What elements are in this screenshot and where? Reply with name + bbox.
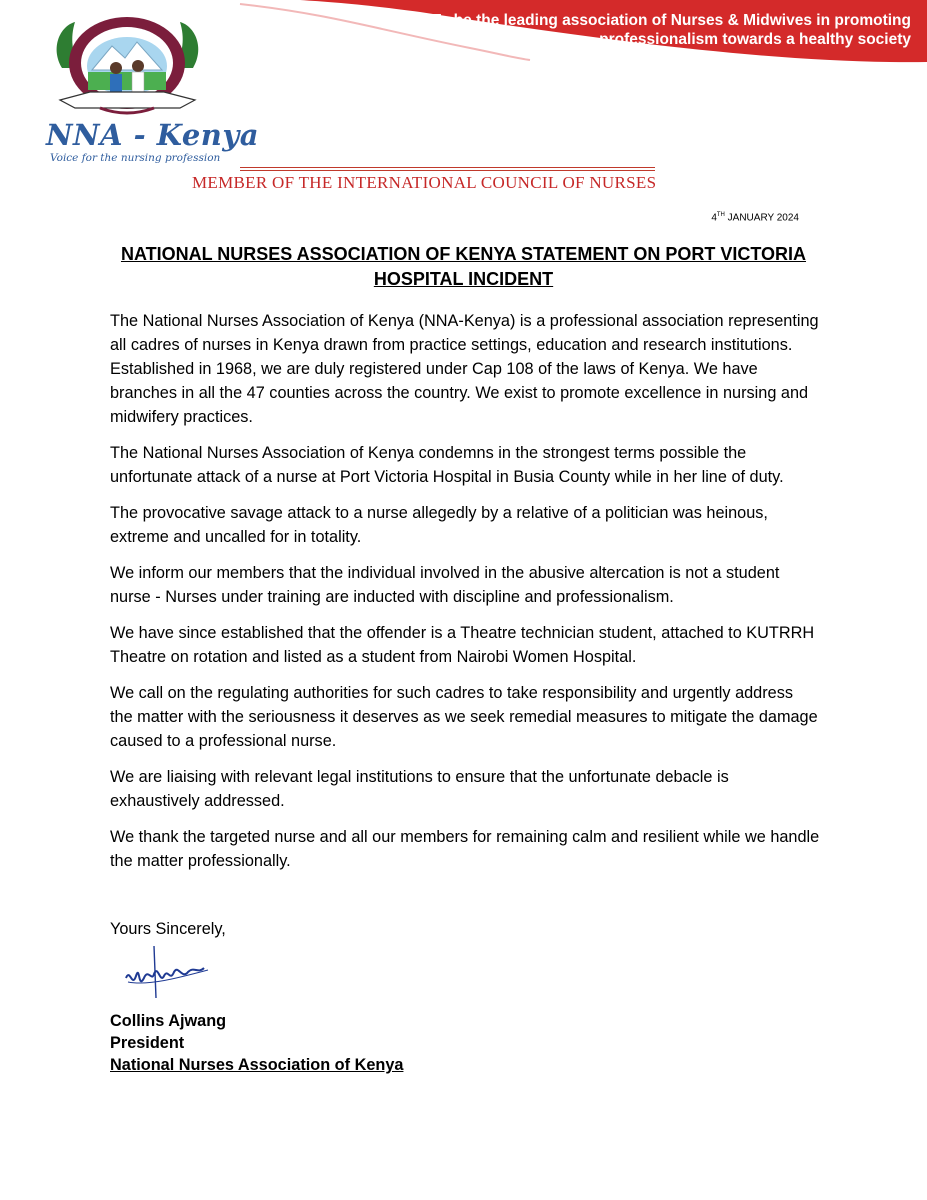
statement-date [711, 212, 799, 223]
mission-line-1: To be the leading association of Nurses & Midwives in promoting [431, 12, 911, 29]
paragraph: We are liaising with relevant legal institutions to ensure that the unfortunate debacle is exhaustively addressed. [110, 768, 729, 810]
signatory-role: President [110, 1034, 185, 1052]
date-suffix: TH [716, 212, 725, 218]
divider-top-2 [240, 170, 655, 171]
paragraph: We thank the targeted nurse and all our members for remaining calm and resilient while we handle the matter professionally. [110, 828, 820, 870]
nna-kenya-logo [40, 8, 215, 133]
signatory-block [110, 1010, 403, 1076]
handwritten-signature [118, 938, 218, 1008]
paragraph: The National Nurses Association of Kenya (NNA-Kenya) is a professional association representing all cadres of nurses in Kenya drawn from practice settings, education and research institutions. Established in 1968, we are duly registered under Cap 108 of the laws of Kenya. We have branches in all the 47 counties across the country. We exist to promote excellence in nursing and midwifery practices. [110, 312, 819, 426]
mission-statement [391, 11, 911, 49]
icn-affiliation: MEMBER OF THE INTERNATIONAL COUNCIL OF NURSES [192, 173, 657, 192]
paragraph: We inform our members that the individual involved in the abusive altercation is not a student nurse - Nurses under training are inducted with discipline and professionalism. [110, 564, 780, 606]
paragraph: The provocative savage attack to a nurse allegedly by a relative of a politician was heinous, extreme and uncalled for in totality. [110, 504, 768, 546]
signatory-name: Collins Ajwang [110, 1012, 227, 1030]
paragraph: The National Nurses Association of Kenya condemns in the strongest terms possible the unfortunate attack of a nurse at Port Victoria Hospital in Busia County while in her line of duty. [110, 444, 784, 486]
logo-tagline: Voice for the nursing profession [50, 152, 221, 164]
logo-title: NNA - Kenya [46, 118, 259, 152]
signatory-organization: National Nurses Association of Kenya [110, 1056, 404, 1074]
mission-line-2: professionalism towards a healthy society [599, 31, 911, 48]
closing-salutation: Yours Sincerely, [110, 920, 226, 938]
statement-title: NATIONAL NURSES ASSOCIATION OF KENYA STATEMENT ON PORT VICTORIA HOSPITAL INCIDENT [120, 244, 807, 289]
statement-body [110, 309, 820, 885]
paragraph: We call on the regulating authorities for such cadres to take responsibility and urgently address the matter with the seriousness it deserves as we seek remedial measures to mitigate the damage caused to a professional nurse. [110, 684, 818, 750]
date-day: 4 [711, 212, 717, 224]
divider-top [240, 167, 655, 168]
date-rest: JANUARY 2024 [727, 212, 799, 224]
paragraph: We have since established that the offender is a Theatre technician student, attached to KUTRRH Theatre on rotation and listed as a student from Nairobi Women Hospital. [110, 624, 815, 666]
